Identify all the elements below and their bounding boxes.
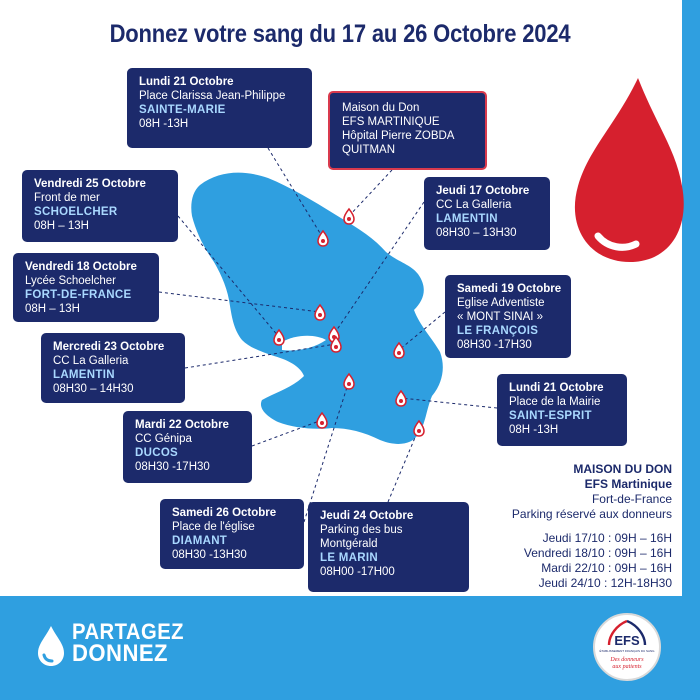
maison-parking: Parking réservé aux donneurs xyxy=(511,507,672,521)
event-date: Samedi 19 Octobre xyxy=(457,283,562,295)
event-city: LAMENTIN xyxy=(436,213,498,225)
event-place: QUITMAN xyxy=(342,144,396,156)
event-card xyxy=(123,411,252,483)
maison-org: EFS Martinique xyxy=(584,477,672,491)
location-pin-icon xyxy=(414,421,424,436)
event-place: CC La Galleria xyxy=(436,199,512,211)
maison-title: MAISON DU DON xyxy=(573,462,672,476)
leader-line xyxy=(159,292,320,312)
event-hours: 08H30 – 13H30 xyxy=(436,227,517,239)
event-hours: 08H30 -13H30 xyxy=(172,549,247,561)
efs-logo-tagline: Des donneurs xyxy=(610,657,644,663)
slogan-donnez: DONNEZ xyxy=(72,640,168,667)
event-date: Mardi 22 Octobre xyxy=(135,419,229,431)
event-card xyxy=(160,499,304,569)
event-city: DIAMANT xyxy=(172,535,228,547)
event-date: Mercredi 23 Octobre xyxy=(53,341,165,353)
event-hours: 08H -13H xyxy=(509,424,559,436)
maison-du-don-card xyxy=(328,91,487,170)
schedule-line: Mardi 22/10 : 09H – 16H xyxy=(541,561,672,575)
location-pin-icon xyxy=(315,305,325,320)
page-title: Donnez votre sang du 17 au 26 Octobre 2024 xyxy=(109,20,571,48)
event-hours: 08H30 -17H30 xyxy=(135,461,210,473)
event-hours: 08H -13H xyxy=(139,118,189,130)
event-date: Vendredi 25 Octobre xyxy=(34,178,146,190)
event-city: LE MARIN xyxy=(320,552,378,564)
event-card xyxy=(127,68,312,148)
efs-logo-name: EFS xyxy=(614,633,640,648)
event-city: SCHOELCHER xyxy=(34,206,118,218)
event-date: Lundi 21 Octobre xyxy=(509,382,604,394)
event-place: « MONT SINAI » xyxy=(457,311,544,323)
brand-slogan xyxy=(36,621,194,665)
event-hours: 08H30 -17H30 xyxy=(457,339,532,351)
event-card xyxy=(445,275,571,358)
schedule-line: Jeudi 17/10 : 09H – 16H xyxy=(542,531,672,545)
event-card xyxy=(13,253,159,322)
event-card xyxy=(22,170,178,242)
efs-logo xyxy=(593,613,661,681)
event-place: CC Génipa xyxy=(135,433,192,445)
event-hours: 08H30 – 14H30 xyxy=(53,383,134,395)
leader-line xyxy=(304,381,349,522)
event-city: LE FRANÇOIS xyxy=(457,325,539,337)
event-place: CC La Galleria xyxy=(53,355,129,367)
location-pin-icon xyxy=(344,209,354,224)
event-date: Vendredi 18 Octobre xyxy=(25,261,137,273)
event-city: FORT-DE-FRANCE xyxy=(25,289,132,301)
efs-logo-caption: ÉTABLISSEMENT FRANÇAIS DU SANG xyxy=(599,649,655,653)
event-card xyxy=(41,333,185,403)
event-date: Jeudi 17 Octobre xyxy=(436,185,530,197)
location-pin-icon xyxy=(318,231,328,246)
leader-line xyxy=(401,398,497,408)
efs-logo-tagline: aux patients xyxy=(612,664,642,670)
event-place: Place de l'église xyxy=(172,521,255,533)
event-place: Place de la Mairie xyxy=(509,396,601,408)
leader-line xyxy=(252,420,322,446)
event-city: DUCOS xyxy=(135,447,179,459)
event-place: Eglise Adventiste xyxy=(457,297,545,309)
maison-info xyxy=(470,462,672,591)
location-pin-icon xyxy=(396,391,406,406)
leader-line xyxy=(349,170,392,216)
event-place: Place Clarissa Jean-Philippe xyxy=(139,90,286,102)
leader-line xyxy=(185,344,336,368)
event-place: Montgérald xyxy=(320,538,378,550)
event-place: EFS MARTINIQUE xyxy=(342,116,440,128)
event-place: Lycée Schoelcher xyxy=(25,275,116,287)
leader-line xyxy=(399,312,445,350)
leader-line xyxy=(178,216,279,337)
event-card xyxy=(497,374,627,446)
schedule-line: Jeudi 24/10 : 12H-18H30 xyxy=(538,576,672,590)
leader-line xyxy=(268,148,323,238)
slogan-partagez: PARTAGEZ xyxy=(72,619,184,644)
event-card xyxy=(308,502,469,592)
event-card xyxy=(424,177,550,250)
location-pin-icon xyxy=(317,413,327,428)
location-pin-icon xyxy=(344,374,354,389)
event-hours: 08H00 -17H00 xyxy=(320,566,395,578)
event-hours: 08H – 13H xyxy=(25,303,80,315)
event-date: Samedi 26 Octobre xyxy=(172,507,277,519)
leader-line xyxy=(388,428,419,502)
event-place: Maison du Don xyxy=(342,102,420,114)
event-place: Hôpital Pierre ZOBDA xyxy=(342,130,455,142)
event-date: Jeudi 24 Octobre xyxy=(320,510,414,522)
maison-town: Fort-de-France xyxy=(591,492,672,506)
maison-schedule xyxy=(470,531,672,591)
event-city: SAINT-ESPRIT xyxy=(509,410,592,422)
event-place: Parking des bus xyxy=(320,524,403,536)
event-place: Front de mer xyxy=(34,192,100,204)
location-pin-icon xyxy=(394,343,404,358)
schedule-line: Vendredi 18/10 : 09H – 16H xyxy=(523,546,672,560)
event-city: SAINTE-MARIE xyxy=(139,104,226,116)
event-date: Lundi 21 Octobre xyxy=(139,76,234,88)
event-city: LAMENTIN xyxy=(53,369,115,381)
event-hours: 08H – 13H xyxy=(34,220,89,232)
